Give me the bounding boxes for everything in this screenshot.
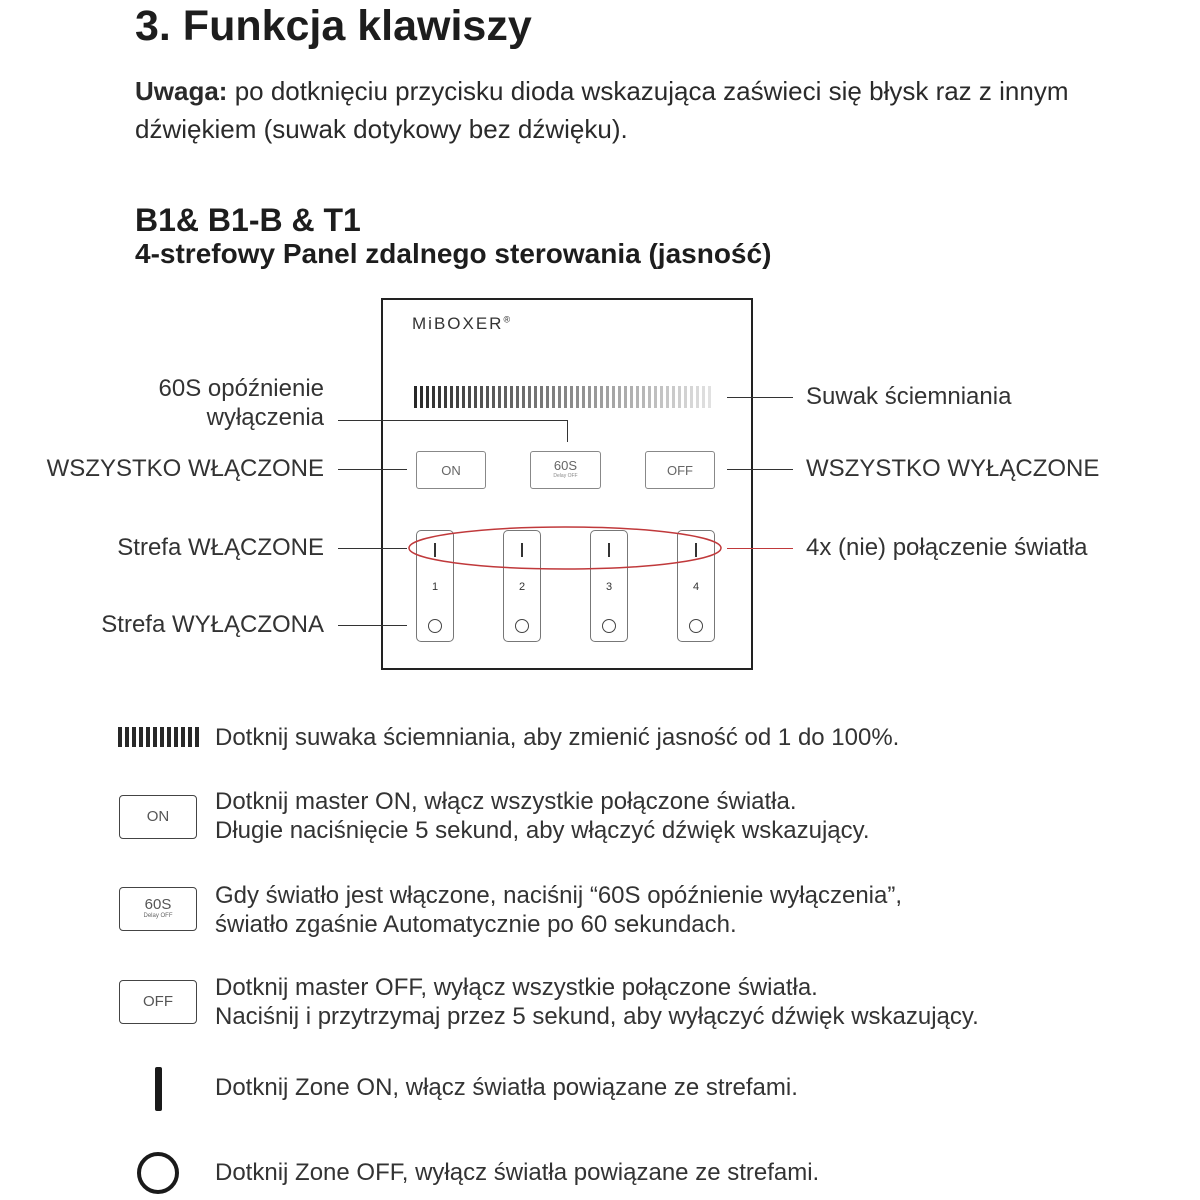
legend-slider-text: Dotknij suwaka ściemniania, aby zmienić jasność od 1 do 100%. — [215, 724, 900, 751]
slider-bar — [125, 727, 129, 747]
slider-bar — [588, 386, 591, 408]
legend-delay-line2: światło zgaśnie Automatycznie po 60 sekundach. — [215, 911, 737, 938]
delay-button-sub: Delay OFF — [553, 473, 578, 479]
leader-line-zone-on — [338, 548, 407, 549]
slider-bar — [606, 386, 609, 408]
leader-line-all-off — [727, 469, 793, 470]
slider-bar — [432, 386, 435, 408]
slider-bar — [612, 386, 615, 408]
slider-bar — [195, 727, 199, 747]
slider-bar — [174, 727, 178, 747]
slider-bar — [167, 727, 171, 747]
delay-off-button[interactable] — [530, 451, 601, 489]
slider-bar — [188, 727, 192, 747]
slider-bar — [474, 386, 477, 408]
slider-bar — [558, 386, 561, 408]
slider-bar — [564, 386, 567, 408]
slider-bar — [516, 386, 519, 408]
legend-zone-off-text: Dotknij Zone OFF, wyłącz światła powiązane ze strefami. — [215, 1159, 820, 1186]
slider-bar — [576, 386, 579, 408]
leader-line-dimmer — [727, 397, 793, 398]
slider-bar — [480, 386, 483, 408]
zone-off-icon[interactable] — [689, 619, 703, 633]
legend-zone-on-text: Dotknij Zone ON, włącz światła powiązane ze strefami. — [215, 1074, 798, 1101]
slider-bar — [522, 386, 525, 408]
slider-bar — [468, 386, 471, 408]
callout-zone-off: Strefa WYŁĄCZONA — [101, 611, 324, 638]
zone-number: 2 — [518, 581, 526, 593]
zone-off-icon[interactable] — [602, 619, 616, 633]
slider-bar — [582, 386, 585, 408]
slider-bar — [708, 386, 711, 408]
slider-bar — [414, 386, 417, 408]
slider-bar — [132, 727, 136, 747]
slider-bar — [660, 386, 663, 408]
leader-line-zone-off — [338, 625, 407, 626]
slider-bar — [696, 386, 699, 408]
slider-bar — [181, 727, 185, 747]
legend-on-icon: ON — [119, 795, 197, 839]
slider-bar — [618, 386, 621, 408]
slider-bar — [498, 386, 501, 408]
slider-bar — [426, 386, 429, 408]
slider-bar — [630, 386, 633, 408]
slider-bar — [153, 727, 157, 747]
slider-bar — [642, 386, 645, 408]
zone-number: 3 — [605, 581, 613, 593]
slider-bar — [684, 386, 687, 408]
legend-off-icon: OFF — [119, 980, 197, 1024]
slider-bar — [594, 386, 597, 408]
product-models: B1& B1-B & T1 — [135, 202, 361, 238]
legend-on-line2: Długie naciśnięcie 5 sekund, aby włączyć dźwięk wskazujący. — [215, 817, 870, 844]
slider-legend-icon — [118, 727, 200, 749]
callout-link: 4x (nie) połączenie światła — [806, 534, 1088, 561]
brand-logo — [412, 314, 512, 334]
slider-bar — [552, 386, 555, 408]
callout-delay-line1: 60S opóźnienie — [158, 375, 324, 402]
callout-all-off: WSZYSTKO WYŁĄCZONE — [806, 455, 1100, 482]
slider-bar — [510, 386, 513, 408]
page-title: 3. Funkcja klawiszy — [135, 2, 532, 50]
leader-line-delay — [338, 420, 568, 421]
note-paragraph — [135, 72, 1095, 148]
slider-bar — [139, 727, 143, 747]
highlight-ellipse-shape — [409, 527, 721, 569]
zone-on-highlight-ellipse — [405, 522, 725, 574]
slider-bar — [534, 386, 537, 408]
slider-bar — [146, 727, 150, 747]
slider-bar — [160, 727, 164, 747]
legend-on-line1: Dotknij master ON, włącz wszystkie połączone światła. — [215, 788, 797, 815]
slider-bar — [666, 386, 669, 408]
slider-bar — [486, 386, 489, 408]
slider-bar — [690, 386, 693, 408]
legend-delay-icon-label: 60S — [144, 896, 172, 913]
slider-bar — [624, 386, 627, 408]
callout-zone-on: Strefa WŁĄCZONE — [117, 534, 324, 561]
leader-line-all-on — [338, 469, 407, 470]
leader-line-link — [727, 548, 793, 549]
product-subtitle: 4-strefowy Panel zdalnego sterowania (jasność) — [135, 238, 772, 269]
leader-line-delay-vertical — [567, 420, 568, 442]
slider-bar — [420, 386, 423, 408]
delay-button-label: 60S — [553, 458, 578, 473]
brand-name: MiBOXER — [412, 314, 504, 333]
slider-bar — [118, 727, 122, 747]
slider-bar — [672, 386, 675, 408]
callout-delay-line2: wyłączenia — [206, 404, 324, 431]
slider-bar — [648, 386, 651, 408]
slider-bar — [540, 386, 543, 408]
legend-delay-line1: Gdy światło jest włączone, naciśnij “60S opóźnienie wyłączenia”, — [215, 882, 902, 909]
slider-bar — [492, 386, 495, 408]
callout-dimmer: Suwak ściemniania — [806, 383, 1012, 410]
zone-off-circle-icon — [137, 1152, 179, 1194]
legend-delay-icon — [119, 887, 197, 931]
zone-off-icon[interactable] — [428, 619, 442, 633]
zone-number: 1 — [431, 581, 439, 593]
zone-off-icon[interactable] — [515, 619, 529, 633]
note-label: Uwaga: — [135, 76, 228, 106]
legend-off-line1: Dotknij master OFF, wyłącz wszystkie połączone światła. — [215, 974, 818, 1001]
zone-number: 4 — [692, 581, 700, 593]
all-off-button[interactable]: OFF — [645, 451, 715, 489]
slider-bar — [546, 386, 549, 408]
note-text: po dotknięciu przycisku dioda wskazująca zaświeci się błysk raz z innym dźwiękiem (suwak dotykowy bez dźwięku). — [135, 76, 1069, 144]
slider-bar — [444, 386, 447, 408]
slider-bar — [636, 386, 639, 408]
slider-bar — [438, 386, 441, 408]
legend-off-line2: Naciśnij i przytrzymaj przez 5 sekund, aby wyłączyć dźwięk wskazujący. — [215, 1003, 979, 1030]
all-on-button[interactable]: ON — [416, 451, 486, 489]
slider-bar — [456, 386, 459, 408]
slider-bar — [678, 386, 681, 408]
slider-bar — [462, 386, 465, 408]
brand-mark: ® — [503, 314, 513, 325]
slider-bar — [504, 386, 507, 408]
slider-bar — [654, 386, 657, 408]
slider-bar — [450, 386, 453, 408]
zone-on-bar-icon — [155, 1067, 162, 1111]
legend-delay-icon-sub: Delay OFF — [143, 913, 173, 919]
slider-bar — [600, 386, 603, 408]
slider-bar — [570, 386, 573, 408]
slider-bar — [702, 386, 705, 408]
slider-bar — [528, 386, 531, 408]
callout-all-on: WSZYSTKO WŁĄCZONE — [46, 455, 324, 482]
dimmer-slider[interactable] — [414, 386, 718, 410]
